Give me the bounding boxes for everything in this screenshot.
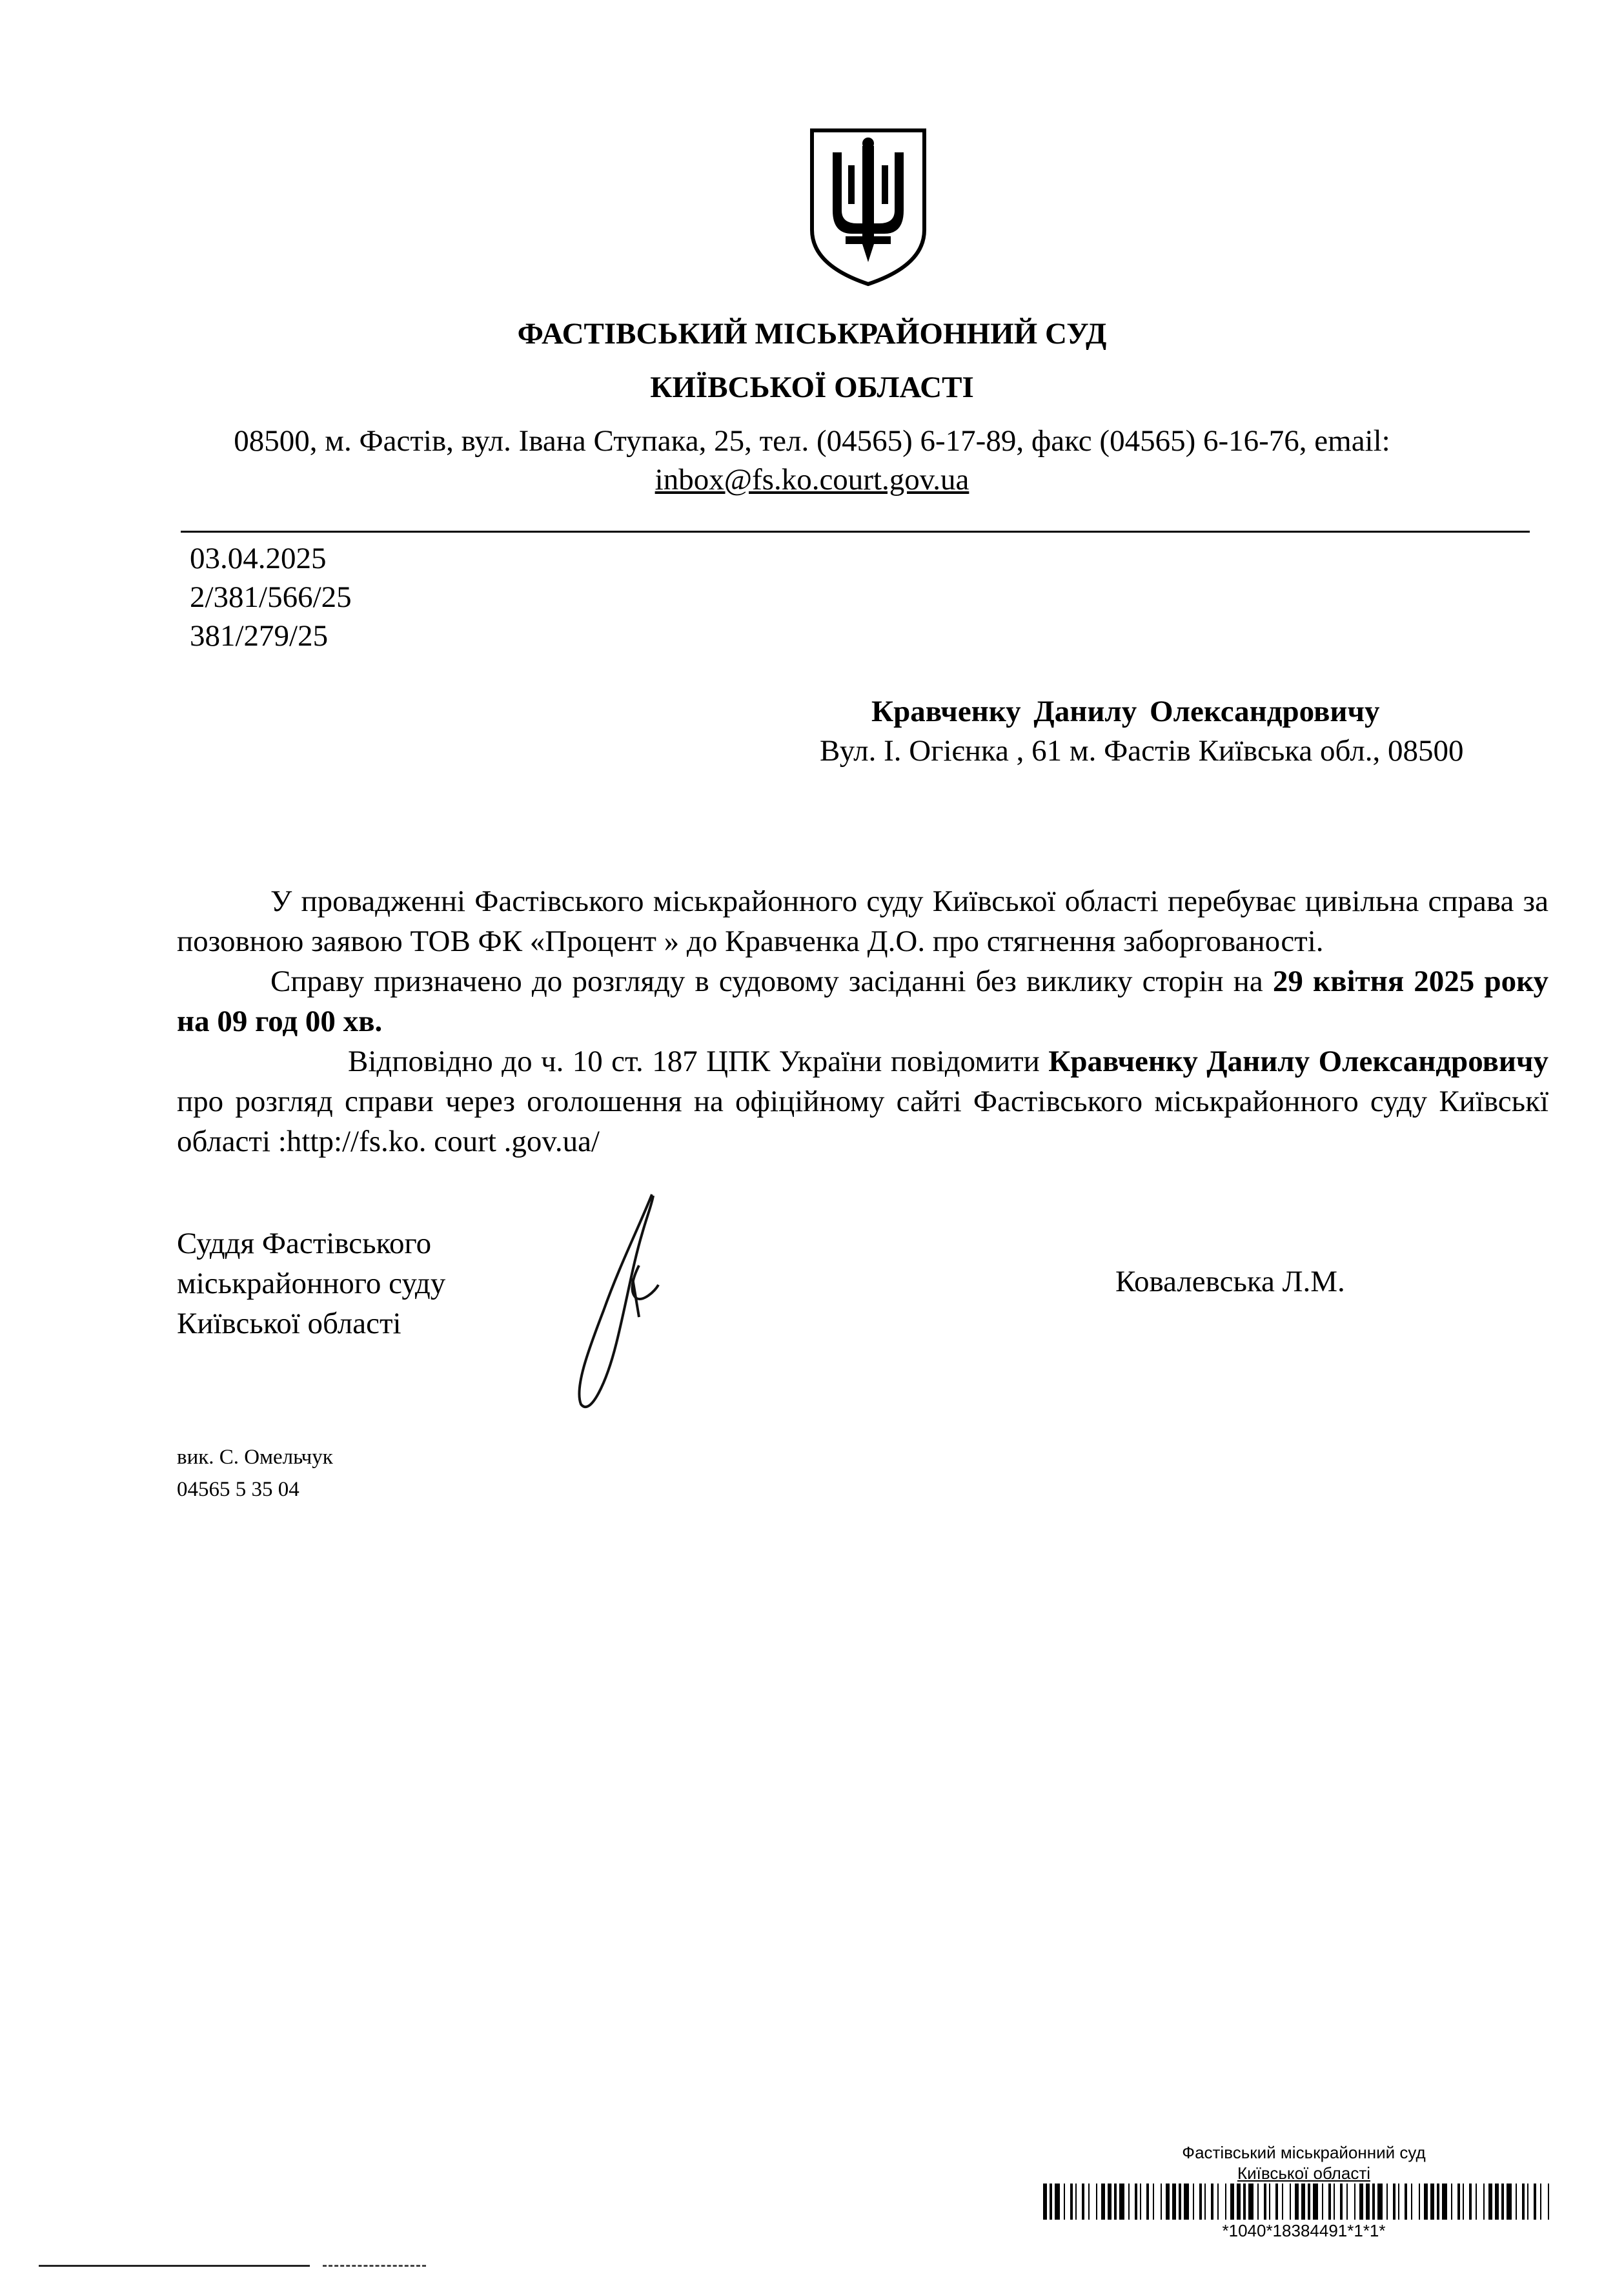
notice-text: Відповідно до ч. 10 ст. 187 ЦПК України повідомити xyxy=(348,1045,1049,1078)
barcode xyxy=(1042,2184,1552,2220)
notice-recipient: Кравченку Данилу Олександровичу xyxy=(1048,1045,1548,1078)
bottom-edge-line xyxy=(39,2265,310,2267)
header-divider xyxy=(181,531,1530,533)
letter-date: 03.04.2025 xyxy=(190,542,327,575)
court-name: ФАСТІВСЬКИЙ МІСЬКРАЙОННИЙ СУД xyxy=(517,317,1107,351)
body-paragraph-3 xyxy=(177,1041,1548,1161)
recipient-address: Вул. І. Огієнка , 61 м. Фастів Київська обл., 08500 xyxy=(820,734,1464,768)
hearing-text: Справу призначено до розгляду в судовому засіданні без виклику сторін на xyxy=(270,965,1273,998)
bottom-edge-dash xyxy=(323,2265,426,2267)
judge-name: Ковалевська Л.М. xyxy=(1115,1265,1345,1298)
executor-name: вик. С. Омельчук xyxy=(177,1446,333,1469)
court-email xyxy=(0,462,1624,497)
court-region: КИЇВСЬКОЇ ОБЛАСТІ xyxy=(650,371,974,404)
stamp-court-name: Фастівський міськрайонний суд xyxy=(1182,2143,1426,2162)
judge-title-line-1: Суддя Фастівського xyxy=(177,1227,432,1260)
hearing-date: 29 квітня 2025 року на 09 год 00 хв. xyxy=(177,965,1548,1038)
body-paragraph-2 xyxy=(177,961,1548,1041)
letter-body xyxy=(177,881,1548,1161)
court-address: 08500, м. Фастів, вул. Івана Ступака, 25, тел. (04565) 6-17-89, факс (04565) 6-16-76, email: xyxy=(234,424,1390,458)
outgoing-number: 381/279/25 xyxy=(190,619,329,653)
body-paragraph-1: У провадженні Фастівського міськрайонного суду Київської області перебуває цивільна справа за позовною заявою ТОВ ФК «Процент » до Кравченка Д.О. про стягнення заборгованості. xyxy=(177,885,1548,958)
email-link[interactable]: inbox@fs.ko.court.gov.ua xyxy=(655,463,969,496)
barcode-number: *1040*18384491*1*1* xyxy=(1222,2221,1386,2240)
executor-info xyxy=(177,1441,333,1506)
stamp-region: Київської області xyxy=(1237,2163,1371,2183)
executor-phone: 04565 5 35 04 xyxy=(177,1478,299,1501)
judge-title-line-2: міськрайонного суду xyxy=(177,1267,446,1300)
handwritten-signature xyxy=(542,1188,691,1414)
judge-title-line-3: Київської області xyxy=(177,1307,401,1340)
registration-stamp xyxy=(1046,2142,1562,2184)
trident-coat-of-arms-icon xyxy=(807,127,929,287)
notice-text-continued: про розгляд справи через оголошення на офіційному сайті Фастівського міськрайонного суду Київськї області :http://fs.ko. court .gov.ua/ xyxy=(177,1085,1548,1158)
recipient-name: Кравченку Данилу Олександровичу xyxy=(871,695,1380,728)
judge-title xyxy=(177,1223,445,1344)
case-number: 2/381/566/25 xyxy=(190,580,352,614)
